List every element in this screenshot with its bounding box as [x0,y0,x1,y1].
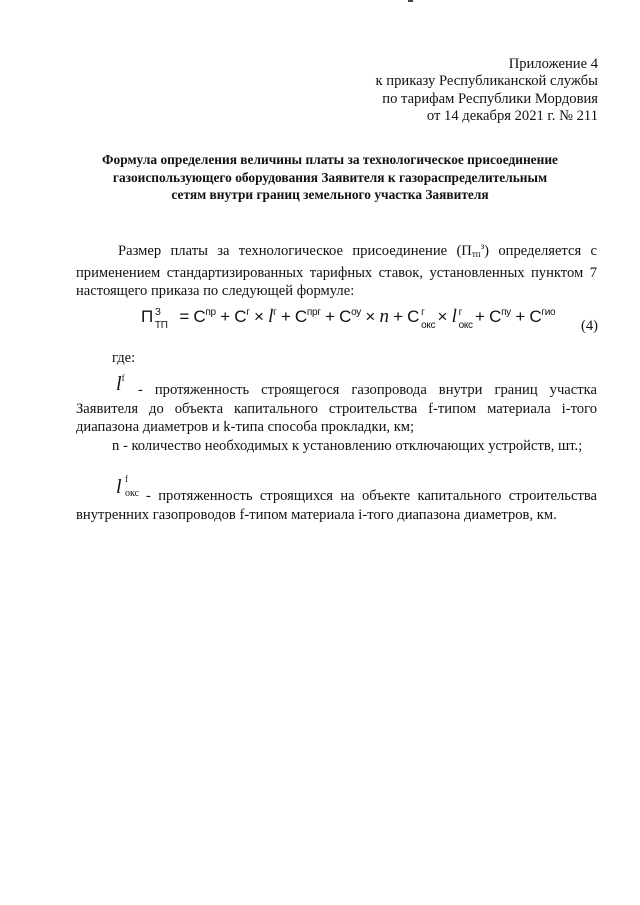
formula-plus: + [510,307,530,326]
formula-l-oks: l [451,306,457,327]
formula-c-oks: C [407,307,420,326]
formula-plus: + [215,307,235,326]
def3-sym-l: l [116,476,122,498]
formula-times: × [433,307,452,326]
intro-paragraph [76,237,597,301]
title-line-1: Формула определения величины платы за технологическое присоединение [102,152,558,167]
formula-prg: прг [306,307,321,318]
definition-3-text: - протяженность строящихся на объекте капитального строительства внутренних газопроводов f-типом материала i-того диапазона диаметров, км. [76,488,597,523]
formula-4 [141,306,556,331]
title-line-2: газоиспользующего оборудования Заявителя к газораспределительным [112,169,548,185]
def3-sym-sub: окс [125,488,140,499]
intro-sub: тп [471,249,481,259]
formula-lhs-sub: ТП [154,319,168,331]
formula-plus: + [470,307,490,326]
formula-c-oks-sub: окс [421,319,436,331]
formula-oy: оу [351,307,361,318]
formula-gio: гио [541,307,556,318]
intro-part-1: Размер платы за технологическое присоединение (П [118,243,472,259]
formula-times: × [360,307,380,326]
formula-c-pr: C [193,307,206,326]
appendix-line-3: по тарифам Республики Мордовия [382,90,598,107]
document-title [70,151,590,204]
formula-l-g: l [268,306,274,327]
formula-g: г [246,307,250,318]
formula-number: (4) [580,318,598,334]
appendix-line-2: к приказу Республиканской службы [375,73,598,90]
formula-c-oks-sup: г [421,306,425,318]
formula-plus: + [276,307,295,326]
where-label: где: [112,350,136,366]
scan-mark [408,0,413,2]
title-line-3: сетям внутри границ земельного участка Заявителя [171,187,489,203]
appendix-line-1: Приложение 4 [508,56,598,72]
formula-c-prg: C [294,307,307,326]
formula-c-g: C [234,307,247,326]
formula-times: × [249,307,269,326]
def1-sym-sup: f [121,373,125,383]
appendix-line-4: от 14 декабря 2021 г. № 211 [426,108,598,125]
formula-l-oks-sup: г [458,306,462,318]
definition-1-text: - протяженность строящегося газопровода внутри границ участка Заявителя до объекта капитального строительства f-типом материала i-того диапазона диаметров и k-типа способа прокладки, км; [76,382,597,436]
def1-sym-l: l [116,373,122,395]
formula-pr: пр [205,307,216,318]
intro-sup: з [480,241,485,251]
formula-plus: + [320,307,340,326]
definition-2-text: n - количество необходимых к установлению отключающих устройств, шт.; [112,438,583,454]
formula-c-py: C [489,307,502,326]
appendix-header [376,56,598,126]
formula-c-gio: C [529,307,542,326]
intro-part-2: ) определяется с применением стандартизированных тарифных ставок, установленных пунктом 7 настоящего приказа по следующей формуле: [76,243,597,300]
formula-c-oy: C [339,307,352,326]
formula-l-oks-sub: окс [458,319,473,331]
formula-equals: = [174,307,194,326]
formula-py: пу [501,307,511,318]
formula-plus: + [388,307,408,326]
formula-l-g-sup: г [273,307,277,318]
formula-lhs: П [141,307,153,326]
formula-n: n [379,306,389,327]
formula-lhs-sup: З [154,306,161,318]
def3-sym-sup: f [125,474,128,484]
